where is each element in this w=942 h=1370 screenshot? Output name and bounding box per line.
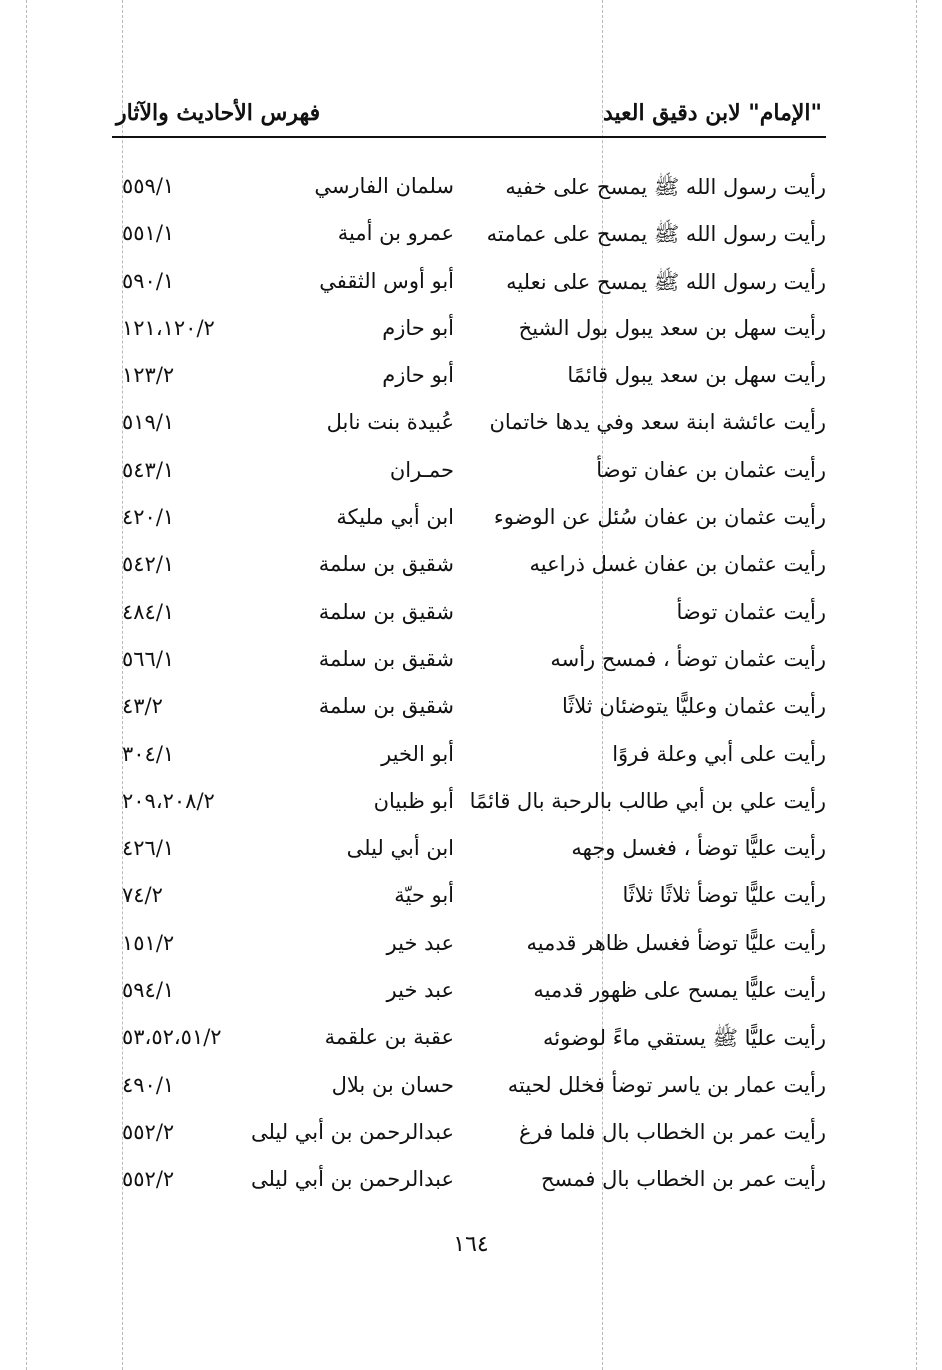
narrator: أبو أوس الثقفي	[319, 268, 454, 293]
hadith-text: رأيت عليًّا توضأ فغسل ظاهر قدميه	[526, 930, 826, 955]
scan-margin-line	[26, 0, 27, 1370]
index-table	[112, 168, 832, 1209]
hadith-text: رأيت سهل بن سعد يبول قائمًا	[567, 363, 826, 388]
narrator: أبو الخير	[381, 741, 454, 766]
table-row	[112, 830, 832, 877]
hadith-text: رأيت عثمان بن عفان توضأ	[596, 457, 826, 482]
hadith-text: رأيت عثمان وعليًّا يتوضئان ثلاثًا	[562, 694, 826, 719]
narrator: أبو حيّة	[394, 883, 454, 908]
hadith-text: رأيت عثمان توضأ	[676, 599, 826, 624]
reference: ٥٥٢/٢	[122, 1167, 175, 1192]
reference: ٢٠٩،٢٠٨/٢	[122, 788, 215, 813]
hadith-text: رأيت عمر بن الخطاب بال فمسح	[540, 1167, 826, 1192]
reference: ٥٤٢/١	[122, 552, 175, 577]
table-row	[112, 783, 832, 830]
table-row	[112, 688, 832, 735]
table-row	[112, 1019, 832, 1066]
narrator: عُبيدة بنت نابل	[326, 410, 454, 435]
table-row	[112, 1114, 832, 1161]
table-row	[112, 641, 832, 688]
table-row	[112, 546, 832, 593]
reference: ٤٨٤/١	[122, 599, 175, 624]
table-row	[112, 452, 832, 499]
narrator: شقيق بن سلمة	[318, 694, 454, 719]
narrator: شقيق بن سلمة	[318, 552, 454, 577]
hadith-text: رأيت رسول الله ﷺ يمسح على عمامته	[486, 222, 826, 247]
reference: ٥١٩/١	[122, 410, 175, 435]
hadith-text: رأيت عثمان بن عفان سُئل عن الوضوء	[493, 505, 826, 530]
index-title: فهرس الأحاديث والآثار	[116, 100, 321, 126]
narrator: شقيق بن سلمة	[318, 646, 454, 671]
narrator: أبو ظبيان	[373, 788, 454, 813]
table-row	[112, 310, 832, 357]
reference: ٥٣،٥٢،٥١/٢	[122, 1025, 222, 1050]
hadith-text: رأيت رسول الله ﷺ يمسح على نعليه	[506, 269, 826, 294]
narrator: سلمان الفارسي	[314, 174, 454, 198]
narrator: عبدالرحمن بن أبي ليلى	[250, 1119, 454, 1144]
table-row	[112, 357, 832, 404]
hadith-text: رأيت عليًّا توضأ ، فغسل وجهه	[571, 836, 826, 861]
narrator: عقبة بن علقمة	[324, 1025, 454, 1050]
hadith-text: رأيت عمار بن ياسر توضأ فخلل لحيته	[507, 1072, 826, 1097]
narrator: ابن أبي مليكة	[336, 505, 454, 530]
table-row	[112, 972, 832, 1019]
hadith-text: رأيت عمر بن الخطاب بال فلما فرغ	[519, 1119, 826, 1144]
table-row	[112, 499, 832, 546]
reference: ٤٩٠/١	[122, 1072, 175, 1097]
table-row	[112, 263, 832, 310]
hadith-text: رأيت عليًّا توضأ ثلاثًا ثلاثًا	[622, 883, 826, 908]
scan-margin-line	[916, 0, 917, 1370]
narrator: عبد خير	[386, 978, 454, 1003]
table-row	[112, 168, 832, 215]
table-row	[112, 594, 832, 641]
hadith-text: رأيت عثمان توضأ ، فمسح رأسه	[550, 646, 826, 671]
reference: ٤٣/٢	[122, 694, 163, 719]
hadith-text: رأيت رسول الله ﷺ يمسح على خفيه	[505, 175, 826, 199]
table-row	[112, 1161, 832, 1208]
reference: ٥٥١/١	[122, 221, 175, 246]
hadith-text: رأيت عائشة ابنة سعد وفي يدها خاتمان	[489, 410, 826, 435]
hadith-text: رأيت علي بن أبي طالب بالرحبة بال قائمًا	[469, 788, 826, 813]
table-row	[112, 925, 832, 972]
reference: ٧٤/٢	[122, 883, 163, 908]
reference: ٣٠٤/١	[122, 741, 175, 766]
table-row	[112, 877, 832, 924]
reference: ١٥١/٢	[122, 930, 175, 955]
narrator: شقيق بن سلمة	[318, 599, 454, 624]
page-header	[112, 96, 826, 138]
hadith-text: رأيت على أبي وعلة فروًا	[612, 741, 826, 766]
reference: ١٢١،١٢٠/٢	[122, 315, 215, 340]
page-number: ١٦٤	[453, 1232, 489, 1257]
reference: ٥٤٣/١	[122, 457, 175, 482]
reference: ١٢٣/٢	[122, 363, 175, 388]
reference: ٤٢٦/١	[122, 836, 175, 861]
narrator: عبدالرحمن بن أبي ليلى	[250, 1167, 454, 1192]
reference: ٥٥٢/٢	[122, 1119, 175, 1144]
hadith-text: رأيت عثمان بن عفان غسل ذراعيه	[529, 552, 826, 577]
book-title: "الإمام" لابن دقيق العيد	[602, 100, 822, 126]
table-row	[112, 404, 832, 451]
hadith-text: رأيت سهل بن سعد يبول بول الشيخ	[518, 315, 826, 340]
reference: ٥٩٠/١	[122, 268, 175, 293]
narrator: حمـران	[389, 457, 454, 482]
hadith-text: رأيت عليًّا يمسح على ظهور قدميه	[533, 978, 826, 1003]
reference: ٥٩٤/١	[122, 978, 175, 1003]
narrator: عمرو بن أمية	[337, 221, 454, 246]
reference: ٥٥٩/١	[122, 174, 175, 198]
table-row	[112, 1067, 832, 1114]
narrator: حسان بن بلال	[331, 1072, 454, 1097]
table-row	[112, 215, 832, 262]
narrator: عبد خير	[386, 930, 454, 955]
narrator: ابن أبي ليلى	[346, 836, 454, 861]
reference: ٤٢٠/١	[122, 505, 175, 530]
narrator: أبو حازم	[382, 315, 454, 340]
table-row	[112, 736, 832, 783]
hadith-text: رأيت عليًّا ﷺ يستقي ماءً لوضوئه	[543, 1026, 826, 1051]
reference: ٥٦٦/١	[122, 646, 175, 671]
narrator: أبو حازم	[382, 363, 454, 388]
